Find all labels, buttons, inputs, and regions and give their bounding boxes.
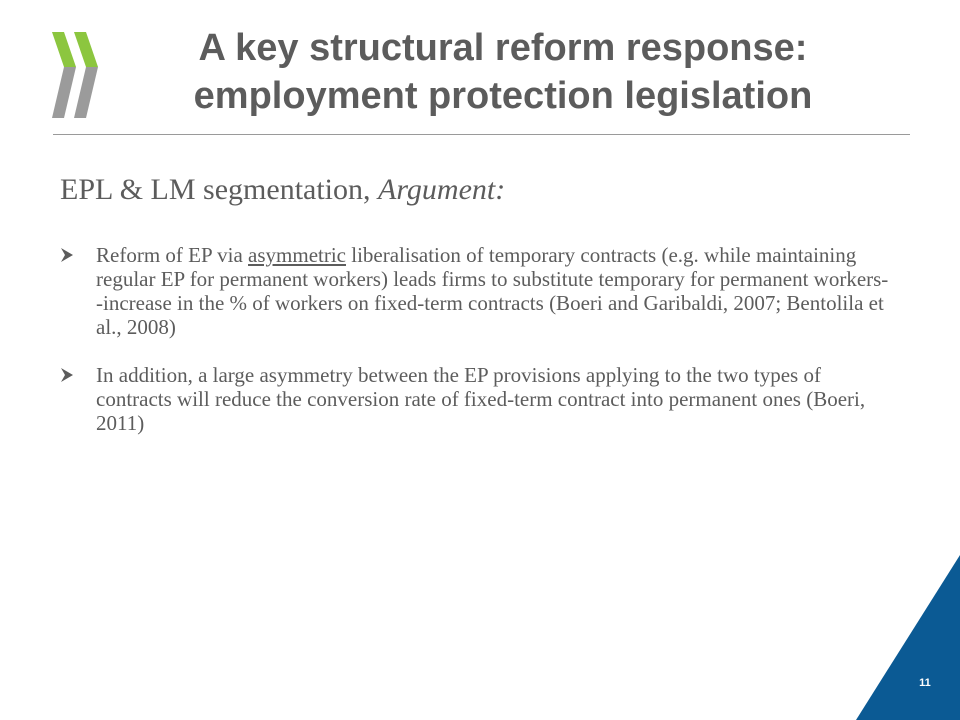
slide-title-line-2: employment protection legislation bbox=[193, 75, 813, 117]
corner-decoration bbox=[856, 555, 960, 720]
arrowhead-bullet-icon bbox=[60, 367, 74, 383]
chevron-logo-icon bbox=[50, 30, 106, 120]
bullet-list bbox=[60, 243, 890, 459]
slide-title-line-1: A key structural reform response: bbox=[198, 27, 808, 69]
slide-subheading bbox=[60, 170, 505, 210]
bullet-text-after: liberalisation of temporary contracts (e.g. while maintaining regular EP for permanent workers) leads firms to substitute temporary for permanent workers--increase in the % of workers on fixed-term contracts (Boeri and Garibaldi, 2007; Bentolila et al., 2008) bbox=[96, 243, 889, 339]
bullet-text: In addition, a large asymmetry between the EP provisions applying to the two types of contracts will reduce the conversion rate of fixed-term contract into permanent ones (Boeri, 2011) bbox=[96, 363, 866, 435]
slide-title bbox=[118, 24, 888, 120]
page-number: 11 bbox=[919, 677, 931, 689]
bullet-underlined-term: asymmetric bbox=[248, 243, 346, 267]
arrowhead-bullet-icon bbox=[60, 247, 74, 263]
bullet-item bbox=[60, 243, 890, 339]
bullet-item bbox=[60, 363, 890, 435]
title-divider bbox=[53, 134, 910, 135]
subheading-italic: Argument: bbox=[378, 173, 506, 206]
subheading-main: EPL & LM segmentation, bbox=[60, 173, 379, 206]
bullet-text-before: Reform of EP via bbox=[96, 243, 249, 267]
